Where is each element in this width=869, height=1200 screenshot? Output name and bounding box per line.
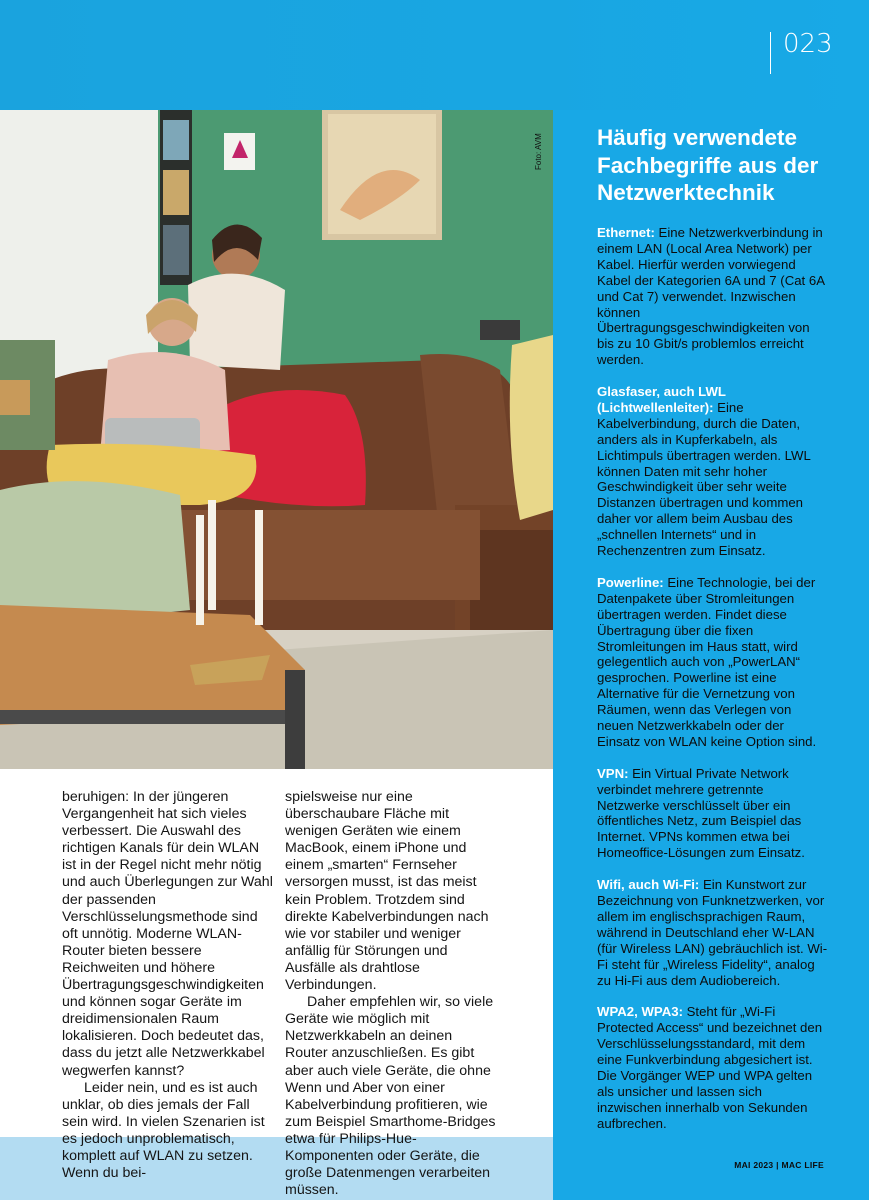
body-paragraph: spielsweise nur eine überschaubare Fläche mit wenigen Geräten wie einem MacBook, einem iPhone und einem „smarten“ Fernseher versorgen musst, ist das meist kein Problem. Trotzdem sind direkte Kabelverbindungen nach wie vor stabiler und weniger anfällig für Störungen und Ausfälle als drahtlose Verbindungen. (285, 789, 489, 994)
body-paragraph: beruhigen: In der jüngeren Vergangenheit hat sich vieles verbessert. Die Auswahl des richtigen Kanals für dein WLAN ist in der Regel nicht mehr nötig und auch Überlegungen zur Wahl der passenden Verschlüsselungsmethode sind oft unnötig. Moderne WLAN-Router bieten bessere Reichweiten und höhere Übertragungsgeschwindigkeiten und können sogar Geräte im dreidimensionalen Raum lokalisieren. Doch bedeutet das, dass du jetzt alle Netzwerkkabel wegwerfen kannst? (62, 789, 273, 1079)
body-column-1 (62, 789, 274, 1182)
glossary-list (597, 225, 829, 1147)
glossary-entry-wpa (597, 1004, 829, 1131)
sidebar-title: Häufig verwendete Fachbegriffe aus der Netzwerktechnik (597, 125, 819, 205)
photo-credit: Foto: AVM (534, 133, 543, 170)
glossary-definition: Ein Kunstwort zur Bezeichnung von Funknetzwerken, vor allem im englischsprachigen Raum, während in Deutschland eher W-LAN (für Wireless LAN) gebräuchlich ist. Wi-Fi steht für „Wireless Fidelity“, analog zu Hi-Fi aus dem Audiobereich. (597, 877, 828, 988)
glossary-definition: Eine Technologie, bei der Datenpakete über Stromleitungen übertragen werden. Findet diese Übertragung über die fixen Stromleitungen im Haus statt, wird gelegentlich auch von „PowerLAN“ gesprochen. Powerline ist eine Alternative für die Vernetzung von Räumen, wenn das Verlegen von neuen Netzwerkkabeln oder der Einsatz von WLAN keine Option sind. (597, 574, 817, 749)
glossary-definition: Steht für „Wi-Fi Protected Access“ und bezeichnet den Verschlüsselungsstandard, mit dem eine Funkverbindung abgesichert ist. Die Vorgänger WEP und WPA gelten als unsicher und lassen sich inzwischen innerhalb von Sekunden aufbrechen. (597, 1004, 823, 1131)
body-paragraph: Daher empfehlen wir, so viele Geräte wie möglich mit Netzwerkkabeln an deinen Router anzuschließen. Es gibt aber auch viele Geräte, die ohne Wenn und Aber von einer Kabelverbindung profitieren, wie zum Beispiel Smarthome-Bridges etwa für Philips-Hue-Komponenten oder Geräte, die große Datenmengen verarbeiten müssen. (285, 994, 496, 1199)
page-number: 023 (783, 29, 833, 59)
glossary-entry-wifi (597, 877, 829, 988)
body-paragraph: Leider nein, und es ist auch unklar, ob dies jemals der Fall sein wird. In vielen Szenarien ist es jedoch unproblematisch, komplett auf WLAN zu setzen. Wenn du bei- (62, 1079, 265, 1182)
glossary-term: Ethernet: (597, 225, 655, 240)
family-sofa-photo (0, 110, 553, 769)
glossary-entry-vpn (597, 766, 829, 861)
glossary-entry-glasfaser (597, 384, 829, 559)
glossary-entry-ethernet (597, 225, 829, 368)
page-footer: MAI 2023 | MAC LIFE (734, 1160, 824, 1170)
page-number-rule (770, 32, 771, 74)
glossary-definition: Eine Kabelverbindung, durch die Daten, anders als in Kupferkabeln, als Lichtimpuls übertragen werden. LWL können Daten mit sehr hoher Geschwindigkeit über sehr weite Distanzen übertragen und kommen daher vor allem beim Ausbau des „schnellen Internets“ und in Rechenzentren zum Einsatz. (597, 399, 811, 559)
top-color-band (0, 0, 869, 110)
body-column-2 (285, 789, 497, 1199)
glossary-term: Glasfaser, auch LWL (Lichtwellenleiter): (597, 384, 726, 415)
glossary-term: Powerline: (597, 574, 664, 590)
glossary-term: Wifi, auch Wi-Fi: (597, 877, 700, 893)
glossary-entry-powerline (597, 575, 829, 750)
glossary-term: WPA2, WPA3: (597, 1004, 683, 1020)
glossary-term: VPN: (597, 765, 629, 781)
glossary-definition: Eine Netzwerkverbindung in einem LAN (Local Area Network) per Kabel. Hierfür werden vorwiegend Kabel der Kategorien 6A und 7 (Cat 6A und Cat 7) verwendet. Inzwischen können Übertragungsgeschwindigkeiten von bis zu 10 Gbit/s problemlos erreicht werden. (597, 225, 825, 368)
glossary-definition: Ein Virtual Private Network verbindet mehrere getrennte Netzwerke verschlüsselt über ein öffentliches Netz, zum Beispiel das Internet. VPNs kommen etwa bei Homeoffice-Lösungen zum Einsatz. (597, 765, 805, 861)
